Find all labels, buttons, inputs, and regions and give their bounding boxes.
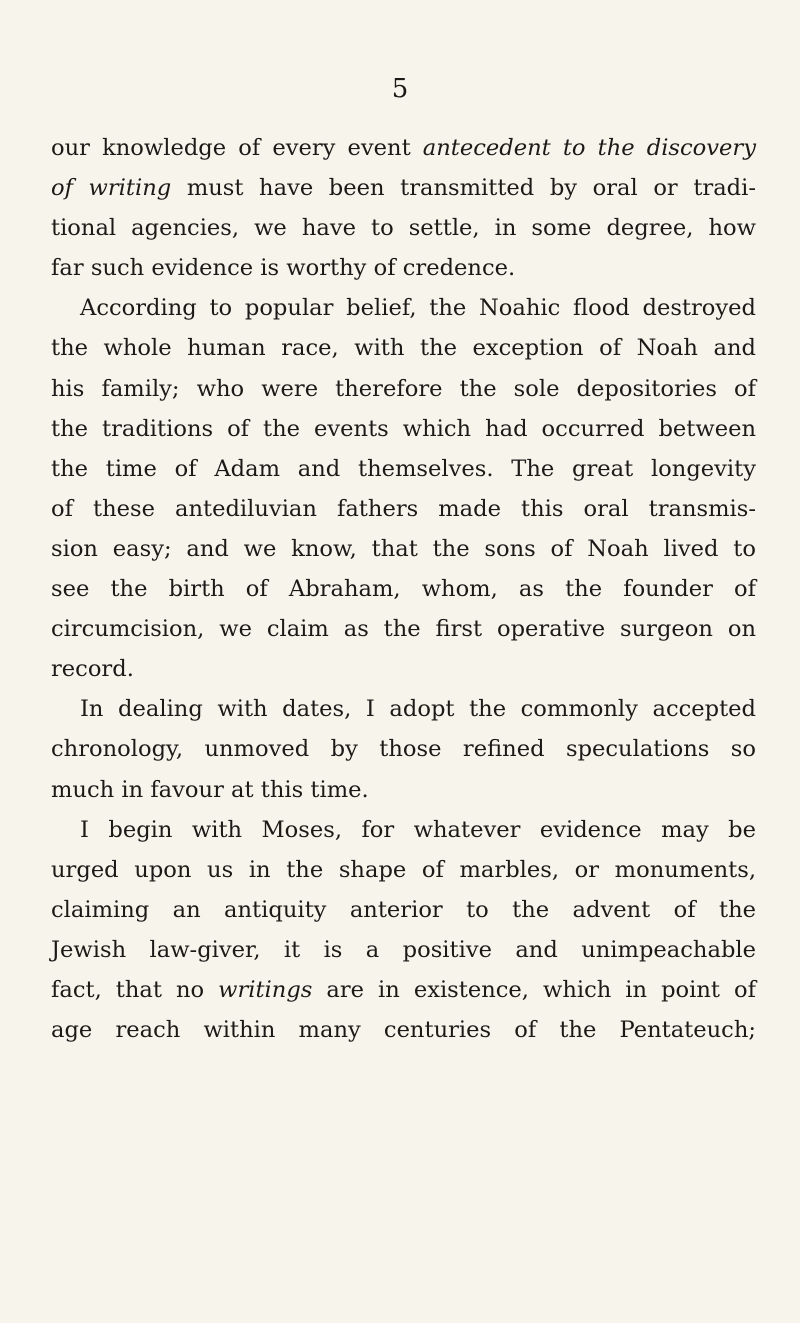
italic-text: of writing: [51, 175, 172, 202]
text-segment: tional agencies, we have to settle, in some degree, how: [51, 215, 756, 242]
text-segment: fact, that no: [51, 976, 219, 1003]
text-segment: claiming an antiquity anterior to the advent of the: [51, 896, 756, 923]
text-segment: According to popular belief, the Noahic flood destroyed: [80, 295, 756, 322]
text-segment: our knowledge of every event: [51, 135, 423, 161]
text-line: [51, 689, 756, 729]
text-segment: see the birth of Abraham, whom, as the founder of: [51, 576, 756, 603]
text-line: [51, 369, 756, 409]
text-line: [51, 208, 756, 248]
text-segment: record.: [51, 656, 134, 683]
text-segment: circumcision, we claim as the first operative surgeon on: [51, 616, 756, 643]
text-segment: In dealing with dates, I adopt the commonly accepted: [80, 696, 756, 723]
text-segment: are in existence, which in point of: [312, 976, 756, 1003]
text-segment: far such evidence is worthy of credence.: [51, 255, 516, 282]
text-line: [51, 569, 756, 609]
text-segment: his family; who were therefore the sole depositories of: [51, 375, 756, 402]
text-segment: the traditions of the events which had occurred between: [51, 415, 756, 442]
text-line: [51, 890, 756, 930]
text-line: [51, 930, 756, 970]
italic-text: antecedent to the discovery: [422, 135, 756, 161]
text-segment: urged upon us in the shape of marbles, or monuments,: [51, 856, 756, 883]
italic-text: writings: [218, 976, 313, 1003]
text-line: [51, 248, 756, 288]
text-segment: the time of Adam and themselves. The great longevity: [51, 455, 756, 482]
text-line: [51, 850, 756, 890]
text-segment: must have been transmitted by oral or tradi-: [171, 175, 756, 202]
text-segment: age reach within many centuries of the Pentateuch;: [51, 1017, 756, 1044]
text-segment: I begin with Moses, for whatever evidence may be: [80, 816, 756, 843]
text-segment: the whole human race, with the exception of Noah and: [51, 335, 756, 362]
text-line: [51, 168, 756, 208]
text-segment: much in favour at this time.: [51, 776, 369, 803]
text-line: [51, 489, 756, 529]
text-line: [51, 770, 756, 810]
text-line: [51, 529, 756, 569]
text-segment: chronology, unmoved by those refined speculations so: [51, 736, 756, 763]
text-line: [51, 288, 756, 328]
text-line: [51, 449, 756, 489]
text-line: [51, 609, 756, 649]
text-segment: Jewish law-giver, it is a positive and unimpeachable: [51, 936, 756, 963]
text-segment: of these antediluvian fathers made this oral transmis-: [51, 495, 756, 522]
text-line: [51, 970, 756, 1010]
text-line: [51, 1010, 756, 1050]
text-line: [51, 729, 756, 769]
text-line: [51, 810, 756, 850]
text-line: [51, 649, 756, 689]
text-line: [51, 409, 756, 449]
page-number: 5: [391, 74, 409, 104]
body-text: [51, 128, 756, 1050]
text-segment: sion easy; and we know, that the sons of Noah lived to: [51, 535, 756, 562]
text-line: [51, 328, 756, 368]
text-line: [51, 128, 756, 168]
